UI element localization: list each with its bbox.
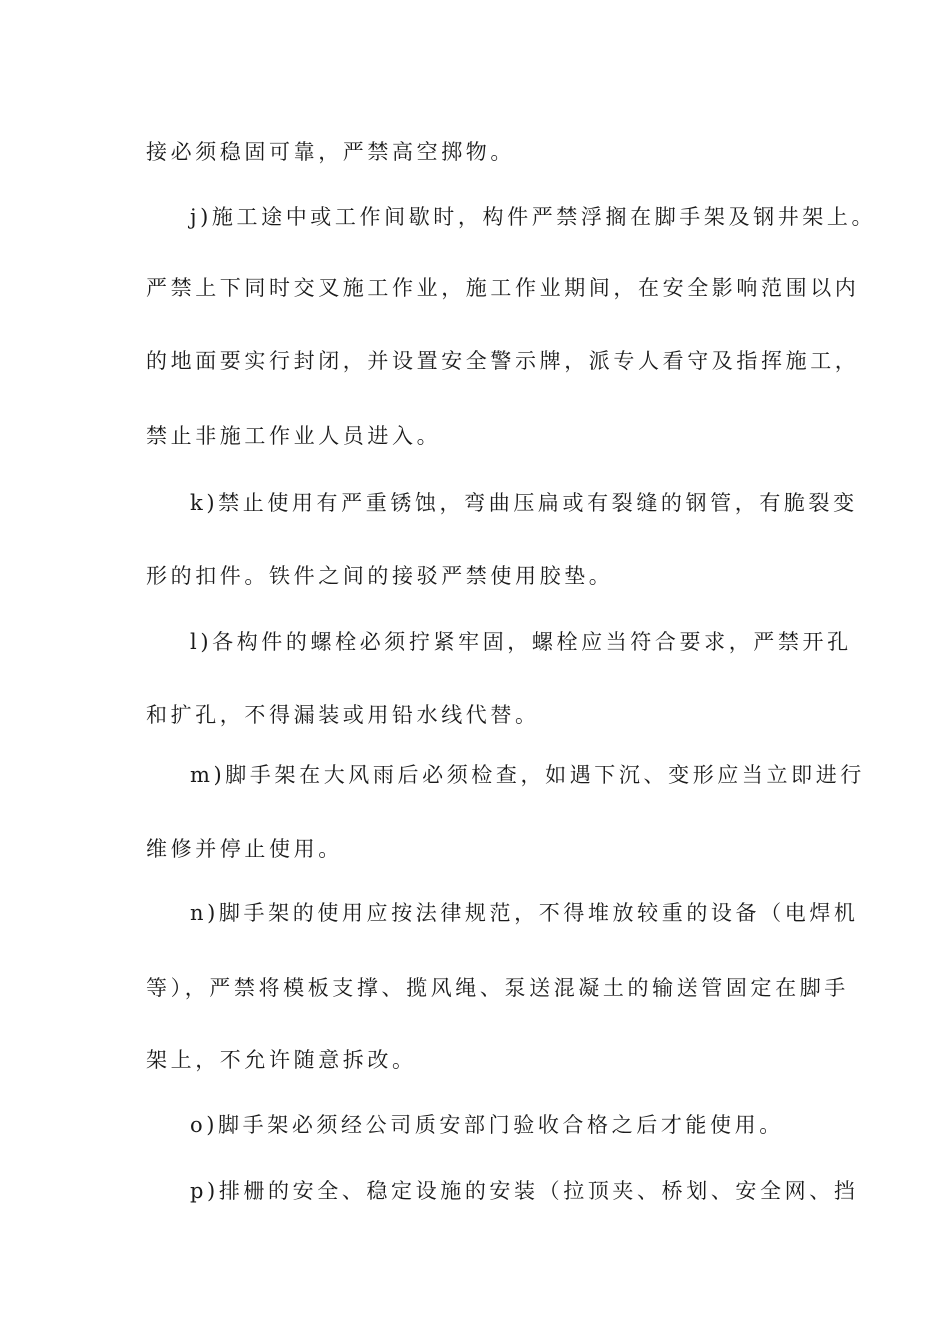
text-line: 严禁上下同时交叉施工作业，施工作业期间，在安全影响范围以内: [146, 276, 860, 300]
text-line: p)排栅的安全、稳定设施的安装（拉顶夹、桥划、安全网、挡: [190, 1179, 859, 1203]
text-line: 架上，不允许随意拆改。: [146, 1048, 417, 1072]
text-line: l)各构件的螺栓必须拧紧牢固，螺栓应当符合要求，严禁开孔: [190, 630, 852, 654]
text-line: j)施工途中或工作间歇时，构件严禁浮搁在脚手架及钢井架上。: [190, 205, 877, 229]
text-line: 维修并停止使用。: [146, 837, 343, 861]
text-line: n)脚手架的使用应按法律规范，不得堆放较重的设备（电焊机: [190, 901, 859, 925]
text-line: 形的扣件。铁件之间的接驳严禁使用胶垫。: [146, 564, 614, 588]
text-line: o)脚手架必须经公司质安部门验收合格之后才能使用。: [190, 1113, 784, 1137]
text-line: 的地面要实行封闭，并设置安全警示牌，派专人看守及指挥施工，: [146, 349, 860, 373]
text-line: 和扩孔，不得漏装或用铅水线代替。: [146, 703, 540, 727]
text-line: k)禁止使用有严重锈蚀，弯曲压扁或有裂缝的钢管，有脆裂变: [190, 491, 858, 515]
text-line: 等），严禁将模板支撑、揽风绳、泵送混凝土的输送管固定在脚手: [146, 976, 849, 1000]
text-line: m)脚手架在大风雨后必须检查，如遇下沉、变形应当立即进行: [190, 763, 865, 787]
text-line: 禁止非施工作业人员进入。: [146, 424, 442, 448]
text-line: 接必须稳固可靠，严禁高空掷物。: [146, 140, 515, 164]
